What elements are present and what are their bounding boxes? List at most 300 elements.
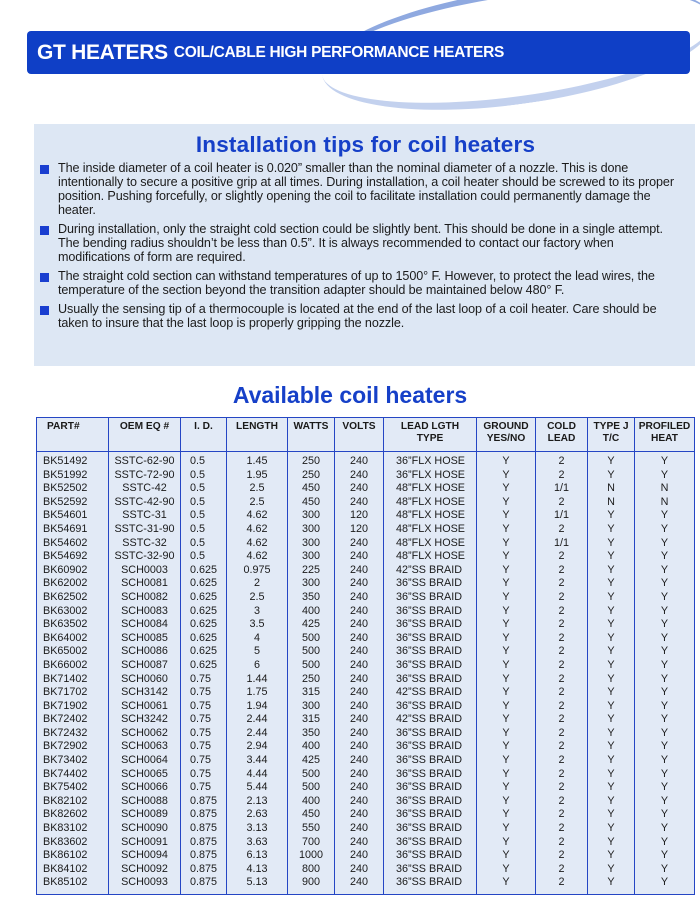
cell-ground: Y <box>477 564 536 578</box>
cell-profiled-heat: Y <box>635 577 695 591</box>
cell-watts: 1000 <box>288 849 335 863</box>
cell-profiled-heat: Y <box>635 605 695 619</box>
cell-oem-eq: SCH0065 <box>109 768 181 782</box>
column-header-length <box>227 418 288 452</box>
cell-ground: Y <box>477 822 536 836</box>
cell-length: 2.13 <box>227 795 288 809</box>
cell-type-j-tc: Y <box>588 659 635 673</box>
cell-type-j-tc: N <box>588 482 635 496</box>
cell-cold-lead: 2 <box>536 618 588 632</box>
column-header-line: VOLTS <box>342 421 376 432</box>
cell-ground: Y <box>477 713 536 727</box>
cell-id: 0.625 <box>181 618 227 632</box>
cell-lead-length-type: 36”SS BRAID <box>384 849 477 863</box>
cell-length: 3.5 <box>227 618 288 632</box>
cell-type-j-tc: Y <box>588 645 635 659</box>
cell-profiled-heat: Y <box>635 673 695 687</box>
cell-volts: 240 <box>335 686 384 700</box>
table-row <box>37 469 695 483</box>
cell-profiled-heat: Y <box>635 700 695 714</box>
cell-volts: 240 <box>335 876 384 894</box>
cell-cold-lead: 2 <box>536 496 588 510</box>
cell-id: 0.625 <box>181 591 227 605</box>
cell-lead-length-type: 36”SS BRAID <box>384 659 477 673</box>
cell-ground: Y <box>477 768 536 782</box>
cell-volts: 240 <box>335 452 384 469</box>
column-header-line: WATTS <box>293 421 329 432</box>
cell-watts: 300 <box>288 523 335 537</box>
cell-part: BK63502 <box>37 618 109 632</box>
cell-cold-lead: 2 <box>536 673 588 687</box>
cell-watts: 425 <box>288 754 335 768</box>
cell-profiled-heat: Y <box>635 632 695 646</box>
cell-watts: 900 <box>288 876 335 894</box>
table-row <box>37 482 695 496</box>
cell-id: 0.75 <box>181 673 227 687</box>
cell-length: 5.44 <box>227 781 288 795</box>
table-row <box>37 727 695 741</box>
cell-part: BK54602 <box>37 537 109 551</box>
cell-id: 0.5 <box>181 482 227 496</box>
tip-item <box>46 269 685 297</box>
cell-profiled-heat: Y <box>635 469 695 483</box>
cell-length: 3 <box>227 605 288 619</box>
table-row <box>37 645 695 659</box>
cell-oem-eq: SCH0090 <box>109 822 181 836</box>
cell-volts: 240 <box>335 863 384 877</box>
cell-watts: 700 <box>288 836 335 850</box>
table-row <box>37 523 695 537</box>
cell-length: 4 <box>227 632 288 646</box>
cell-length: 4.44 <box>227 768 288 782</box>
cell-oem-eq: SCH0061 <box>109 700 181 714</box>
cell-id: 0.75 <box>181 727 227 741</box>
column-header-cold-lead <box>536 418 588 452</box>
cell-part: BK63002 <box>37 605 109 619</box>
cell-part: BK85102 <box>37 876 109 894</box>
column-header-profiled-heat <box>635 418 695 452</box>
cell-cold-lead: 2 <box>536 591 588 605</box>
cell-lead-length-type: 36”SS BRAID <box>384 700 477 714</box>
cell-oem-eq: SCH0088 <box>109 795 181 809</box>
header-subtitle: COIL/CABLE HIGH PERFORMANCE HEATERS <box>173 43 505 61</box>
cell-length: 6 <box>227 659 288 673</box>
cell-watts: 500 <box>288 659 335 673</box>
cell-watts: 550 <box>288 822 335 836</box>
cell-oem-eq: SCH0089 <box>109 808 181 822</box>
table-row <box>37 632 695 646</box>
cell-ground: Y <box>477 876 536 894</box>
cell-id: 0.5 <box>181 550 227 564</box>
cell-ground: Y <box>477 673 536 687</box>
column-header-line: LEAD LGTH <box>400 421 460 432</box>
cell-watts: 400 <box>288 740 335 754</box>
tips-title: Installation tips for coil heaters <box>195 132 536 157</box>
cell-ground: Y <box>477 863 536 877</box>
cell-profiled-heat: Y <box>635 876 695 894</box>
cell-lead-length-type: 36”SS BRAID <box>384 781 477 795</box>
table-row <box>37 496 695 510</box>
table-row <box>37 591 695 605</box>
cell-ground: Y <box>477 849 536 863</box>
cell-part: BK62002 <box>37 577 109 591</box>
cell-id: 0.75 <box>181 740 227 754</box>
cell-ground: Y <box>477 645 536 659</box>
column-header-lead-length-type <box>384 418 477 452</box>
cell-oem-eq: SCH0062 <box>109 727 181 741</box>
table-header-row <box>37 418 695 452</box>
cell-watts: 250 <box>288 452 335 469</box>
column-header-line: COLD <box>547 421 576 432</box>
cell-length: 3.63 <box>227 836 288 850</box>
cell-ground: Y <box>477 686 536 700</box>
cell-volts: 240 <box>335 700 384 714</box>
table-row <box>37 686 695 700</box>
cell-part: BK72902 <box>37 740 109 754</box>
square-bullet-icon <box>40 273 49 282</box>
header-banner <box>27 31 690 74</box>
cell-id: 0.75 <box>181 700 227 714</box>
cell-length: 5 <box>227 645 288 659</box>
cell-type-j-tc: Y <box>588 727 635 741</box>
cell-length: 2 <box>227 577 288 591</box>
cell-profiled-heat: N <box>635 482 695 496</box>
cell-id: 0.75 <box>181 686 227 700</box>
cell-type-j-tc: Y <box>588 863 635 877</box>
cell-cold-lead: 2 <box>536 452 588 469</box>
cell-type-j-tc: Y <box>588 740 635 754</box>
cell-profiled-heat: Y <box>635 550 695 564</box>
cell-cold-lead: 2 <box>536 700 588 714</box>
cell-part: BK54692 <box>37 550 109 564</box>
cell-type-j-tc: Y <box>588 591 635 605</box>
cell-cold-lead: 2 <box>536 550 588 564</box>
cell-lead-length-type: 36”SS BRAID <box>384 632 477 646</box>
cell-volts: 240 <box>335 822 384 836</box>
cell-volts: 240 <box>335 673 384 687</box>
cell-length: 2.44 <box>227 713 288 727</box>
cell-length: 4.62 <box>227 537 288 551</box>
cell-id: 0.875 <box>181 863 227 877</box>
cell-volts: 240 <box>335 659 384 673</box>
cell-type-j-tc: Y <box>588 822 635 836</box>
cell-oem-eq: SSTC-31 <box>109 509 181 523</box>
cell-lead-length-type: 42”SS BRAID <box>384 713 477 727</box>
cell-id: 0.75 <box>181 713 227 727</box>
cell-lead-length-type: 36”SS BRAID <box>384 645 477 659</box>
square-bullet-icon <box>40 226 49 235</box>
cell-oem-eq: SCH0083 <box>109 605 181 619</box>
cell-cold-lead: 1/1 <box>536 482 588 496</box>
column-header-oem-eq <box>109 418 181 452</box>
cell-oem-eq: SCH0060 <box>109 673 181 687</box>
cell-ground: Y <box>477 591 536 605</box>
cell-volts: 240 <box>335 469 384 483</box>
cell-id: 0.625 <box>181 564 227 578</box>
column-header-line: PART# <box>47 421 80 432</box>
cell-cold-lead: 2 <box>536 632 588 646</box>
cell-volts: 240 <box>335 537 384 551</box>
cell-oem-eq: SSTC-32-90 <box>109 550 181 564</box>
cell-lead-length-type: 48”FLX HOSE <box>384 496 477 510</box>
cell-oem-eq: SCH0087 <box>109 659 181 673</box>
cell-part: BK62502 <box>37 591 109 605</box>
table-row <box>37 863 695 877</box>
cell-id: 0.875 <box>181 808 227 822</box>
table-row <box>37 713 695 727</box>
cell-oem-eq: SCH0084 <box>109 618 181 632</box>
cell-volts: 240 <box>335 577 384 591</box>
cell-oem-eq: SCH0091 <box>109 836 181 850</box>
cell-profiled-heat: Y <box>635 754 695 768</box>
cell-type-j-tc: Y <box>588 632 635 646</box>
cell-length: 2.5 <box>227 482 288 496</box>
cell-type-j-tc: Y <box>588 550 635 564</box>
cell-profiled-heat: Y <box>635 849 695 863</box>
square-bullet-icon <box>40 165 49 174</box>
cell-ground: Y <box>477 482 536 496</box>
cell-lead-length-type: 36”SS BRAID <box>384 673 477 687</box>
cell-watts: 350 <box>288 591 335 605</box>
table-row <box>37 781 695 795</box>
tip-text: During installation, only the straight cold section could be slightly bent. This should be done in a single attempt. The bending radius shouldn’t be less than 0.5”. It is always recommended to contact our factory when modifications of form are required. <box>58 222 663 264</box>
cell-profiled-heat: Y <box>635 781 695 795</box>
table-row <box>37 550 695 564</box>
cell-cold-lead: 2 <box>536 795 588 809</box>
cell-cold-lead: 2 <box>536 768 588 782</box>
cell-length: 4.62 <box>227 550 288 564</box>
table-row <box>37 659 695 673</box>
column-header-line: LEAD <box>547 433 576 444</box>
cell-part: BK84102 <box>37 863 109 877</box>
cell-cold-lead: 2 <box>536 686 588 700</box>
cell-oem-eq: SSTC-42 <box>109 482 181 496</box>
cell-watts: 300 <box>288 550 335 564</box>
cell-part: BK71902 <box>37 700 109 714</box>
cell-length: 4.62 <box>227 523 288 537</box>
cell-oem-eq: SSTC-31-90 <box>109 523 181 537</box>
cell-length: 3.44 <box>227 754 288 768</box>
cell-ground: Y <box>477 700 536 714</box>
cell-volts: 240 <box>335 727 384 741</box>
cell-id: 0.5 <box>181 452 227 469</box>
table-row <box>37 577 695 591</box>
table-row <box>37 740 695 754</box>
cell-id: 0.5 <box>181 469 227 483</box>
cell-watts: 250 <box>288 673 335 687</box>
cell-id: 0.875 <box>181 836 227 850</box>
cell-lead-length-type: 48”FLX HOSE <box>384 537 477 551</box>
cell-lead-length-type: 36”SS BRAID <box>384 591 477 605</box>
cell-ground: Y <box>477 781 536 795</box>
cell-volts: 240 <box>335 496 384 510</box>
cell-length: 3.13 <box>227 822 288 836</box>
cell-part: BK74402 <box>37 768 109 782</box>
cell-length: 1.94 <box>227 700 288 714</box>
column-header-part <box>37 418 109 452</box>
cell-type-j-tc: Y <box>588 577 635 591</box>
cell-length: 5.13 <box>227 876 288 894</box>
cell-type-j-tc: Y <box>588 849 635 863</box>
cell-id: 0.5 <box>181 496 227 510</box>
cell-type-j-tc: Y <box>588 781 635 795</box>
cell-cold-lead: 2 <box>536 781 588 795</box>
cell-type-j-tc: Y <box>588 452 635 469</box>
cell-watts: 300 <box>288 577 335 591</box>
cell-lead-length-type: 36”SS BRAID <box>384 808 477 822</box>
cell-part: BK65002 <box>37 645 109 659</box>
cell-cold-lead: 1/1 <box>536 537 588 551</box>
cell-volts: 120 <box>335 509 384 523</box>
cell-profiled-heat: Y <box>635 795 695 809</box>
cell-volts: 240 <box>335 550 384 564</box>
cell-part: BK64002 <box>37 632 109 646</box>
cell-oem-eq: SSTC-62-90 <box>109 452 181 469</box>
table-body <box>37 452 695 895</box>
cell-lead-length-type: 36”SS BRAID <box>384 754 477 768</box>
cell-ground: Y <box>477 740 536 754</box>
cell-part: BK54691 <box>37 523 109 537</box>
cell-ground: Y <box>477 537 536 551</box>
table-row <box>37 452 695 469</box>
cell-cold-lead: 2 <box>536 754 588 768</box>
cell-id: 0.875 <box>181 822 227 836</box>
cell-cold-lead: 1/1 <box>536 509 588 523</box>
cell-type-j-tc: Y <box>588 876 635 894</box>
cell-id: 0.5 <box>181 537 227 551</box>
cell-id: 0.625 <box>181 659 227 673</box>
cell-lead-length-type: 36”FLX HOSE <box>384 469 477 483</box>
cell-cold-lead: 2 <box>536 523 588 537</box>
cell-volts: 240 <box>335 632 384 646</box>
table-row <box>37 768 695 782</box>
cell-ground: Y <box>477 550 536 564</box>
cell-cold-lead: 2 <box>536 713 588 727</box>
cell-part: BK54601 <box>37 509 109 523</box>
cell-id: 0.75 <box>181 754 227 768</box>
cell-watts: 500 <box>288 781 335 795</box>
cell-ground: Y <box>477 754 536 768</box>
cell-part: BK71402 <box>37 673 109 687</box>
tip-text: Usually the sensing tip of a thermocouple is located at the end of the last loop of a coil heater. Care should be taken to insure that the last loop is properly gripping the nozzle. <box>58 302 657 330</box>
column-header-line: HEAT <box>651 433 678 444</box>
cell-type-j-tc: Y <box>588 469 635 483</box>
cell-part: BK66002 <box>37 659 109 673</box>
cell-id: 0.5 <box>181 509 227 523</box>
cell-length: 2.63 <box>227 808 288 822</box>
cell-cold-lead: 2 <box>536 863 588 877</box>
cell-ground: Y <box>477 605 536 619</box>
cell-watts: 315 <box>288 713 335 727</box>
cell-volts: 240 <box>335 768 384 782</box>
cell-watts: 425 <box>288 618 335 632</box>
cell-watts: 450 <box>288 496 335 510</box>
column-header-line: GROUND <box>483 421 529 432</box>
cell-id: 0.625 <box>181 605 227 619</box>
cell-ground: Y <box>477 727 536 741</box>
cell-ground: Y <box>477 659 536 673</box>
column-header-line: LENGTH <box>236 421 278 432</box>
cell-lead-length-type: 36”SS BRAID <box>384 605 477 619</box>
cell-oem-eq: SCH0066 <box>109 781 181 795</box>
cell-id: 0.625 <box>181 632 227 646</box>
column-header-line: YES/NO <box>486 433 526 444</box>
cell-part: BK52592 <box>37 496 109 510</box>
cell-profiled-heat: Y <box>635 523 695 537</box>
cell-profiled-heat: Y <box>635 768 695 782</box>
table-row <box>37 754 695 768</box>
cell-watts: 500 <box>288 645 335 659</box>
cell-ground: Y <box>477 795 536 809</box>
cell-volts: 240 <box>335 713 384 727</box>
cell-cold-lead: 2 <box>536 727 588 741</box>
cell-part: BK71702 <box>37 686 109 700</box>
cell-length: 1.44 <box>227 673 288 687</box>
cell-type-j-tc: Y <box>588 836 635 850</box>
cell-lead-length-type: 48”FLX HOSE <box>384 550 477 564</box>
table-row <box>37 673 695 687</box>
cell-type-j-tc: Y <box>588 768 635 782</box>
column-header-id <box>181 418 227 452</box>
cell-type-j-tc: Y <box>588 700 635 714</box>
table-row <box>37 795 695 809</box>
cell-watts: 450 <box>288 808 335 822</box>
cell-profiled-heat: Y <box>635 564 695 578</box>
cell-part: BK51492 <box>37 452 109 469</box>
cell-profiled-heat: Y <box>635 808 695 822</box>
cell-cold-lead: 2 <box>536 740 588 754</box>
cell-oem-eq: SCH0003 <box>109 564 181 578</box>
cell-type-j-tc: Y <box>588 754 635 768</box>
cell-volts: 240 <box>335 618 384 632</box>
cell-oem-eq: SCH0086 <box>109 645 181 659</box>
cell-type-j-tc: Y <box>588 523 635 537</box>
cell-watts: 450 <box>288 482 335 496</box>
cell-ground: Y <box>477 808 536 822</box>
table-row <box>37 509 695 523</box>
cell-profiled-heat: N <box>635 496 695 510</box>
cell-profiled-heat: Y <box>635 509 695 523</box>
cell-profiled-heat: Y <box>635 659 695 673</box>
cell-type-j-tc: Y <box>588 808 635 822</box>
cell-volts: 240 <box>335 808 384 822</box>
cell-lead-length-type: 36”SS BRAID <box>384 876 477 894</box>
cell-id: 0.625 <box>181 645 227 659</box>
cell-volts: 240 <box>335 645 384 659</box>
cell-id: 0.75 <box>181 781 227 795</box>
installation-tips-panel <box>34 124 695 366</box>
cell-volts: 240 <box>335 605 384 619</box>
cell-id: 0.875 <box>181 849 227 863</box>
column-header-ground <box>477 418 536 452</box>
cell-cold-lead: 2 <box>536 645 588 659</box>
cell-oem-eq: SSTC-42-90 <box>109 496 181 510</box>
cell-volts: 120 <box>335 523 384 537</box>
column-header-line: I. D. <box>194 421 213 432</box>
column-header-type-j-tc <box>588 418 635 452</box>
cell-cold-lead: 2 <box>536 564 588 578</box>
cell-lead-length-type: 36”FLX HOSE <box>384 452 477 469</box>
cell-type-j-tc: Y <box>588 795 635 809</box>
cell-watts: 250 <box>288 469 335 483</box>
table-row <box>37 808 695 822</box>
cell-length: 2.44 <box>227 727 288 741</box>
cell-watts: 350 <box>288 727 335 741</box>
cell-cold-lead: 2 <box>536 605 588 619</box>
column-header-line: TYPE J <box>593 421 629 432</box>
cell-profiled-heat: Y <box>635 452 695 469</box>
cell-type-j-tc: Y <box>588 605 635 619</box>
